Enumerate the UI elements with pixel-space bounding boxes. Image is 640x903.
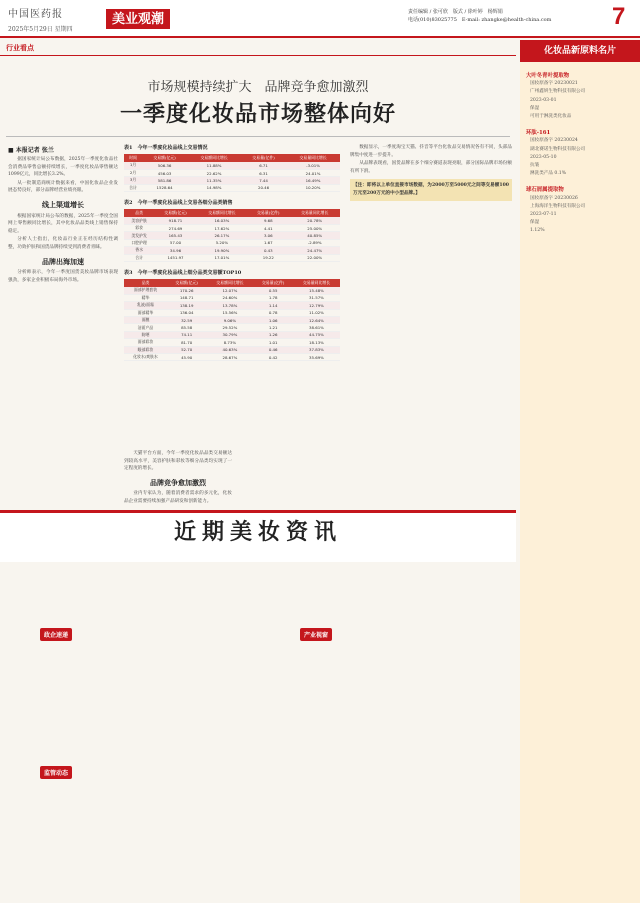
table-3-title: 表3 今年一季度化妆品线上细分品类交易额TOP10 <box>124 269 242 276</box>
newspaper-logo: 中国医药报 <box>8 9 63 20</box>
table-cell: 1.14 <box>253 302 292 309</box>
table-header-cell: 交易额(亿元) <box>154 209 196 217</box>
ingredient-applicant: 湖北赛诺生物科技有限公司 <box>530 146 586 152</box>
table-row <box>124 239 340 246</box>
table-row <box>124 346 340 353</box>
table-cell: 3月 <box>124 177 142 184</box>
sidebar-body <box>520 62 640 238</box>
editor-info: 责任编辑 / 张可欣 版式 / 徐叶婷 杨辉娟 电话(010)83025775 E-mail: zhangke@health-china.com <box>408 9 552 23</box>
table-cell: 19.90% <box>197 247 248 254</box>
table-row <box>124 316 340 323</box>
table-cell: 11.02% <box>293 309 340 316</box>
table-cell: 24.01% <box>286 169 340 176</box>
table-cell: 25.00% <box>289 224 340 231</box>
ingredient-name: 环肽-161 <box>526 130 551 137</box>
table-cell: 1月 <box>124 162 142 169</box>
sidebar <box>520 40 640 903</box>
table-row <box>124 177 340 184</box>
table-row <box>124 254 340 261</box>
table-header-cell: 交易额同比增长 <box>206 279 253 287</box>
table-header-cell: 交易量(亿件) <box>247 209 289 217</box>
table-cell: 香水 <box>124 247 154 254</box>
table-cell: 0.55 <box>253 287 292 294</box>
table-cell: 16.49% <box>286 177 340 184</box>
table-cell: 美容护肤 <box>124 217 154 224</box>
section-title: 美业观潮 <box>106 9 170 29</box>
table-cell: 74.11 <box>167 331 206 338</box>
table-cell: 37.83% <box>293 346 340 353</box>
table-cell: 136.04 <box>167 309 206 316</box>
table-cell: 40.63% <box>206 346 253 353</box>
table-cell: 0.78 <box>253 309 292 316</box>
ingredient-date: 2023-05-10 <box>530 154 557 160</box>
table-cell: 12.07% <box>206 287 253 294</box>
table-cell: 14.98% <box>187 184 241 191</box>
ingredient-card <box>526 129 634 178</box>
table-cell: 防晒 <box>124 331 167 338</box>
table-cell: 3.06 <box>247 232 289 239</box>
kicker: 市场规模持续扩大 品牌竞争愈加激烈 <box>147 80 369 95</box>
data-tables <box>124 144 344 368</box>
table-row <box>124 353 340 360</box>
table-cell: 32.59 <box>167 316 206 323</box>
table-cell: 45.90 <box>167 353 206 360</box>
ingredient-use: 保湿 <box>530 105 540 111</box>
table-cell: 18.13% <box>293 339 340 346</box>
table-cell: 彩妆 <box>124 224 154 231</box>
ingredient-applicant: 上海海洋生物科技有限公司 <box>530 203 586 209</box>
badge-regulation: 监管动态 <box>40 766 72 779</box>
table-cell: 456.03 <box>142 169 187 176</box>
table-cell: 面部精华 <box>124 309 167 316</box>
table-cell: 52.70 <box>167 346 206 353</box>
table-row <box>124 339 340 346</box>
table-cell: 57.00 <box>154 239 196 246</box>
table-cell: 10.20% <box>286 184 340 191</box>
table-cell: 15.48% <box>293 287 340 294</box>
table-3 <box>124 279 340 361</box>
table-cell: 38.61% <box>293 324 340 331</box>
table-cell: -2.89% <box>289 239 340 246</box>
table-cell: 11.35% <box>187 177 241 184</box>
table-cell: 12.79% <box>293 302 340 309</box>
table-cell: 581.86 <box>142 177 187 184</box>
ingredient-date: 2023-03-01 <box>530 97 557 103</box>
ingredient-safety: 淋洗类产品 0.1% <box>530 171 567 177</box>
table-cell: 0.46 <box>253 346 292 353</box>
table-cell: 6.31 <box>241 169 286 176</box>
highlight-note: 【注：即将以上单位直接市场数据，为2000万至5000元之间等交易额100万元至200万元的中小型品牌。】 <box>350 179 512 200</box>
table-cell: 13.78% <box>206 302 253 309</box>
table-cell: 29.52% <box>206 324 253 331</box>
table-cell: 22.00% <box>289 254 340 261</box>
table-header-cell: 交易额(亿元) <box>142 154 187 162</box>
table-cell: 26.17% <box>197 232 248 239</box>
badge-gov: 政企速递 <box>40 628 72 641</box>
table-cell: 乳液/面霜 <box>124 302 167 309</box>
table-header-cell: 交易量同比增长 <box>289 209 340 217</box>
table-header-cell: 交易额(亿元) <box>167 279 206 287</box>
table-header-cell: 时间 <box>124 154 142 162</box>
table-row <box>124 184 340 191</box>
ingredient-name: 球石屑属提取物 <box>526 187 564 194</box>
table-row <box>124 232 340 239</box>
table-cell: 24.47% <box>289 247 340 254</box>
ingredient-card <box>526 72 634 121</box>
table-cell: 口腔护理 <box>124 239 154 246</box>
table-cell: 1.78 <box>253 294 292 301</box>
table-cell: 28.67% <box>206 353 253 360</box>
table-cell: 34.96 <box>154 247 196 254</box>
table-cell: 40.85% <box>289 232 340 239</box>
ingredient-name: 大叶冬青叶提取物 <box>526 73 570 79</box>
table-cell: 17.01% <box>197 254 248 261</box>
table-cell: 11.88% <box>187 162 241 169</box>
table-header-cell: 交易量(亿件) <box>253 279 292 287</box>
table-cell: 1.21 <box>253 324 292 331</box>
table-cell: 16.03% <box>197 217 248 224</box>
byline: ■ 本报记者 张兰 <box>8 147 54 154</box>
table-cell: 31.57% <box>293 294 340 301</box>
ingredient-safety: 1.12% <box>530 228 545 234</box>
table-cell: 81.70 <box>167 339 206 346</box>
table-cell: 170.26 <box>167 287 206 294</box>
table-cell: 506.36 <box>142 162 187 169</box>
article-column-1: 据国家统计局公布数据，2025年一季度化妆品社会消费品零售总额持续增长，一季度化妆品零售额达1099亿元，同比增长3.2%。 从一批制造商统计数据来看，中国化妆品企业发展态势良好，部分品牌经营业绩亮眼。 线上渠道增长 根据国家统计局公布的数据，2025年一季度全国网上零售额同比增长，其中化妆品品类线上销售保持稳定。 分析人士指出，化妆品行业正在经历结构性调整，功效护肤和国货品牌持续受到消费者青睐。 品牌出海加速 分析师表示，今年一季度国货美妆品牌市场表现强劲，多家企业积极布局海外市场。 <box>8 157 118 283</box>
table-cell: 2月 <box>124 169 142 176</box>
table-cell: 15.56% <box>206 309 253 316</box>
table-header-cell: 交易量同比增长 <box>293 279 340 287</box>
table-header-cell: 交易额同比增长 <box>187 154 241 162</box>
table-cell: 44.75% <box>293 331 340 338</box>
table-cell: 165.43 <box>154 232 196 239</box>
topic-strip <box>0 40 516 56</box>
ingredient-applicant: 广州鑫妍生物科技有限公司 <box>530 89 586 95</box>
table-cell: 面部护理套装 <box>124 287 167 294</box>
table-cell: 5.20% <box>197 239 248 246</box>
ingredient-use: 保湿 <box>530 220 540 226</box>
table-cell: 洁面产品 <box>124 324 167 331</box>
table-cell: 合计 <box>124 254 154 261</box>
news-band-title: 近期美妆资讯 <box>173 520 342 545</box>
table-cell: 148.71 <box>167 294 206 301</box>
table-cell: 化妆水/爽肤水 <box>124 353 167 360</box>
table-header-cell: 品类 <box>124 209 154 217</box>
article-column-3: 天猫平台方面，今年一季度化妆品品类交易额达到较高水平，美容护肤和彩妆等细分品类均实现了一定程度的增长。 品牌竞争愈加激烈 业内专家认为，随着消费者需求的多元化，化妆品企业需要持续加强产品研发和创新能力。 <box>124 451 232 504</box>
table-1 <box>124 154 340 192</box>
table-cell: 19.22 <box>247 254 289 261</box>
table-cell: 美发护发 <box>124 232 154 239</box>
table-row <box>124 324 340 331</box>
table-header-cell: 品类 <box>124 279 167 287</box>
table-cell: 17.62% <box>197 224 248 231</box>
ingredient-safety: 可用于淋洗类化妆品 <box>530 114 572 120</box>
badge-industry: 产业视窗 <box>300 628 332 641</box>
ingredient-number: 国妆原备字 20230021 <box>530 81 578 87</box>
table-cell: 4.41 <box>247 224 289 231</box>
ingredient-number: 国妆原备字 20230026 <box>530 195 578 201</box>
table-cell: 24.60% <box>206 294 253 301</box>
table-row <box>124 302 340 309</box>
ingredient-card <box>526 186 634 235</box>
article-column-4: 数据显示，一季度淘宝天猫、抖音等平台化妆品交易情况各有不同，头部品牌集中度进一步提升。 从品牌表现看，国货品牌在多个细分赛道表现亮眼，部分国际品牌市场份额有所下滑。 【注：即将以上单位直接市场数据，为2000万至5000元之间等交易额100万元至200万元的中小型品牌。】 <box>350 144 512 504</box>
table-row <box>124 217 340 224</box>
page-number: 7 <box>612 3 626 30</box>
table-cell: 8.73% <box>206 339 253 346</box>
table-2-title: 表2 今年一季度化妆品线上交易各细分品类销售 <box>124 200 233 207</box>
table-cell: 眼部彩妆 <box>124 346 167 353</box>
divider <box>6 136 510 137</box>
masthead <box>0 0 640 38</box>
table-row <box>124 309 340 316</box>
table-row <box>124 287 340 294</box>
headline: 一季度化妆品市场整体向好 <box>119 102 396 127</box>
table-2 <box>124 209 340 262</box>
table-cell: 0.43 <box>247 247 289 254</box>
table-cell: 274.69 <box>154 224 196 231</box>
table-row <box>124 162 340 169</box>
table-cell: 9.68 <box>247 217 289 224</box>
table-row <box>124 169 340 176</box>
table-cell: 6.71 <box>241 162 286 169</box>
table-cell: 1.01 <box>253 339 292 346</box>
table-cell: 0.42 <box>253 353 292 360</box>
table-cell: 9.06% <box>206 316 253 323</box>
table-cell: 20.78% <box>289 217 340 224</box>
table-cell: 30.79% <box>206 331 253 338</box>
table-cell: 1528.64 <box>142 184 187 191</box>
table-row <box>124 224 340 231</box>
table-1-title: 表1 今年一季度化妆品线上交易情况 <box>124 145 208 151</box>
table-header-cell: 交易量(亿件) <box>241 154 286 162</box>
table-cell: 138.19 <box>167 302 206 309</box>
table-header-cell: 交易量同比增长 <box>286 154 340 162</box>
table-cell: 7.44 <box>241 177 286 184</box>
table-row <box>124 247 340 254</box>
sidebar-title: 化妆品新原料名片 <box>520 40 640 62</box>
table-cell: 85.58 <box>167 324 206 331</box>
table-cell: 22.62% <box>187 169 241 176</box>
table-row <box>124 294 340 301</box>
ingredient-use: 抗皱 <box>530 163 540 169</box>
table-cell: 合计 <box>124 184 142 191</box>
ingredient-number: 国妆原备字 20230024 <box>530 138 578 144</box>
dateline: 2025年5月29日 星期四 <box>8 26 73 33</box>
table-cell: 12.64% <box>293 316 340 323</box>
table-row <box>124 331 340 338</box>
table-cell: 35.69% <box>293 353 340 360</box>
table-header-cell: 交易额同比增长 <box>197 209 248 217</box>
topic-label: 行业看点 <box>6 45 34 52</box>
table-cell: 1.06 <box>253 316 292 323</box>
table-cell: 精华 <box>124 294 167 301</box>
table-cell: 面部彩妆 <box>124 339 167 346</box>
table-cell: 1451.97 <box>154 254 196 261</box>
ingredient-date: 2023-07-11 <box>530 212 557 218</box>
table-cell: 1.67 <box>247 239 289 246</box>
table-cell: 20.46 <box>241 184 286 191</box>
table-cell: 918.71 <box>154 217 196 224</box>
table-cell: 面膜 <box>124 316 167 323</box>
table-cell: -3.01% <box>286 162 340 169</box>
table-cell: 1.26 <box>253 331 292 338</box>
